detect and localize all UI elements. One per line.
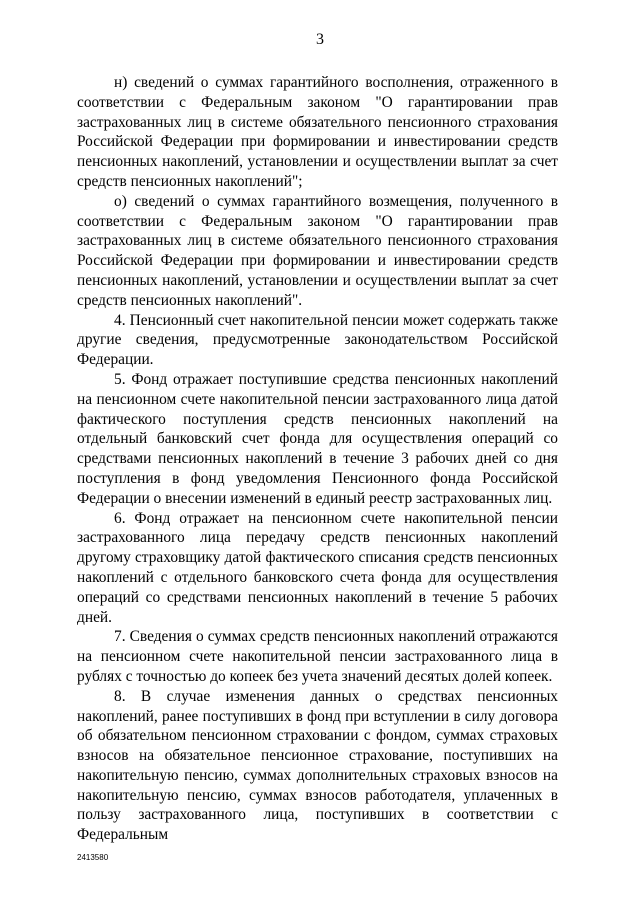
page-number: 3 (316, 31, 324, 48)
paragraph-7: 7. Сведения о суммах средств пенсионных накоплений отражаются на пенсионном счете накопительной пенсии застрахованного лица в рублях с точностью до копеек без учета значений десятых долей копеек. (77, 628, 558, 685)
paragraph-6: 6. Фонд отражает на пенсионном счете накопительной пенсии застрахованного лица передачу средств пенсионных накоплений другому страховщику датой фактического списания средств пенсионных накоплений с отдельного банковского счета фонда для осуществления операций со средствами пенсионных накоплений в течение 5 рабочих дней. (77, 509, 558, 626)
paragraph-4: 4. Пенсионный счет накопительной пенсии может содержать также другие сведения, предусмотренные законодательством Российской Федерации. (77, 311, 558, 369)
document-code: 2413580 (77, 853, 109, 862)
paragraph-n: н) сведений о суммах гарантийного восполнения, отраженного в соответствии с Федеральным законом "О гарантировании прав застрахованных лиц в системе обязательного пенсионного страхования Российской Федерации при формировании и инвестировании средств пенсионных накоплений, установлении и осуществлении выплат за счет средств пенсионных накоплений"; (77, 74, 558, 190)
paragraph-8: 8. В случае изменения данных о средствах пенсионных накоплений, ранее поступивших в фонд при вступлении в силу договора об обязательном пенсионном страховании с фондом, суммах страховых взносов на обязательное пенсионное страхование, поступивших на накопительную пенсию, суммах дополнительных страховых взносов на накопительную пенсию, суммах взносов работодателя, уплаченных в пользу застрахованного лица, поступивших в соответствии с Федеральным (77, 687, 558, 844)
paragraph-o: о) сведений о суммах гарантийного возмещения, полученного в соответствии с Федеральным законом "О гарантировании прав застрахованных лиц в системе обязательного пенсионного страхования Российской Федерации при формировании и инвестировании средств пенсионных накоплений, установлении и осуществлении выплат за счет средств пенсионных накоплений". (77, 192, 558, 309)
document-body (77, 73, 558, 845)
paragraph-5: 5. Фонд отражает поступившие средства пенсионных накоплений на пенсионном счете накопительной пенсии застрахованного лица датой фактического поступления средств пенсионных накоплений на отдельный банковский счет фонда для осуществления операций со средствами пенсионных накоплений в течение 3 рабочих дней со дня поступления в фонд уведомления Пенсионного фонда Российской Федерации о внесении изменений в единый реестр застрахованных лиц. (77, 370, 558, 507)
